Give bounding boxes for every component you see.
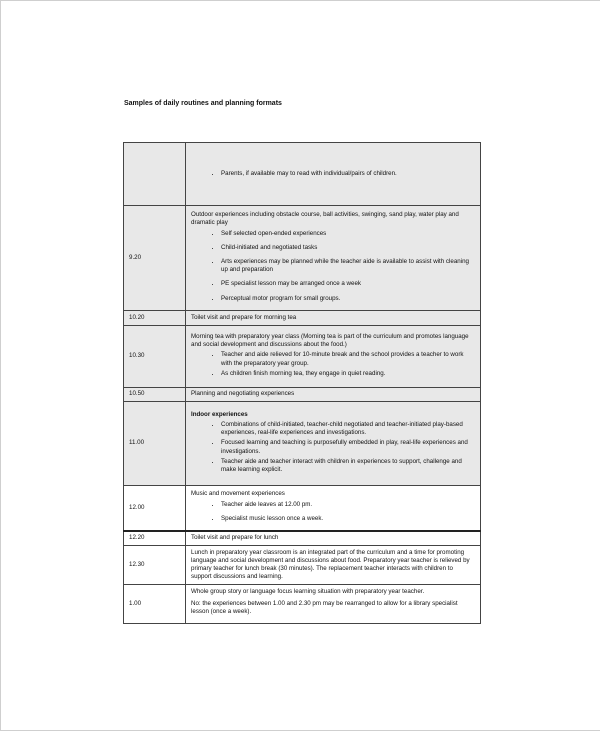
list-item: • Specialist music lesson once a week. xyxy=(221,515,475,523)
list-item: • Self selected open-ended experiences xyxy=(221,230,475,238)
time-cell: 10.20 xyxy=(124,311,186,326)
activity-cell xyxy=(186,206,481,311)
list-item: • Perceptual motor program for small groups. xyxy=(221,295,475,303)
activity-intro: Whole group story or language focus learning situation with preparatory year teacher. xyxy=(191,588,425,595)
list-item: • Arts experiences may be planned while the teacher aide is available to assist with cleaning up and preparation xyxy=(221,258,475,274)
table-row xyxy=(124,585,481,624)
activity-note: No: the experiences between 1.00 and 2.30 pm may be rearranged to allow for a library specialist lesson (once a week). xyxy=(191,600,458,616)
activity-cell xyxy=(186,402,481,486)
list-item: • Focused learning and teaching is purposefully embedded in play, real-life experiences and investigations. xyxy=(221,439,475,455)
table-row xyxy=(124,311,481,326)
activity-cell xyxy=(186,143,481,206)
time-cell xyxy=(124,143,186,206)
table-row xyxy=(124,486,481,531)
table-row xyxy=(124,402,481,486)
table-row xyxy=(124,143,481,206)
time-cell: 11.00 xyxy=(124,402,186,486)
list-item: • Teacher aide and teacher interact with children in experiences to support, challenge and make learning explicit. xyxy=(221,458,475,474)
table-row xyxy=(124,531,481,546)
table-row xyxy=(124,546,481,585)
time-cell: 12.30 xyxy=(124,546,186,585)
activity-cell: Lunch in preparatory year classroom is an integrated part of the curriculum and a time for promoting language and social development and discussions about food. Preparatory year teacher is relieved by primary teacher for lunch break (30 minutes). The replacement teacher interacts with children to support discussions and learning. xyxy=(186,546,481,585)
activity-cell: Toilet visit and prepare for morning tea xyxy=(186,311,481,326)
table-row xyxy=(124,326,481,388)
activity-cell xyxy=(186,585,481,624)
time-cell: 12.20 xyxy=(124,531,186,546)
table-row xyxy=(124,388,481,402)
activity-cell xyxy=(186,486,481,531)
activity-intro: Outdoor experiences including obstacle course, ball activities, swinging, sand play, water play and dramatic play xyxy=(191,211,459,227)
bullet-list xyxy=(191,351,475,378)
bullet-list xyxy=(191,230,475,303)
bullet-list xyxy=(191,170,475,178)
list-item: • As children finish morning tea, they engage in quiet reading. xyxy=(221,370,475,378)
activity-cell: Toilet visit and prepare for lunch xyxy=(186,531,481,546)
activity-intro: Morning tea with preparatory year class (Morning tea is part of the curriculum and promotes language and social development and discussions about the food.) xyxy=(191,332,469,349)
activity-intro: Indoor experiences xyxy=(191,410,248,418)
activity-cell: Planning and negotiating experiences xyxy=(186,388,481,402)
bullet-list xyxy=(191,421,475,474)
bullet-list xyxy=(191,501,475,523)
activity-cell xyxy=(186,326,481,388)
list-item: • PE specialist lesson may be arranged once a week xyxy=(221,280,475,288)
table-row xyxy=(124,206,481,311)
list-item: • Combinations of child-initiated, teacher-child negotiated and teacher-initiated play-based experiences, real-life experiences and investigations. xyxy=(221,421,475,437)
time-cell: 9.20 xyxy=(124,206,186,311)
activity-intro: Music and movement experiences xyxy=(191,490,285,498)
time-cell: 10.50 xyxy=(124,388,186,402)
list-item: • Teacher aide leaves at 12.00 pm. xyxy=(221,501,475,509)
time-cell: 10.30 xyxy=(124,326,186,388)
time-cell: 1.00 xyxy=(124,585,186,624)
daily-routine-table xyxy=(123,142,481,624)
list-item: • Child-initiated and negotiated tasks xyxy=(221,244,475,252)
list-item: • Teacher and aide relieved for 10-minute break and the school provides a teacher to work with the preparatory year group. xyxy=(221,351,475,367)
list-item: • Parents, if available may to read with individual/pairs of children. xyxy=(221,170,475,178)
document-title: Samples of daily routines and planning formats xyxy=(124,100,282,107)
time-cell: 12.00 xyxy=(124,486,186,531)
